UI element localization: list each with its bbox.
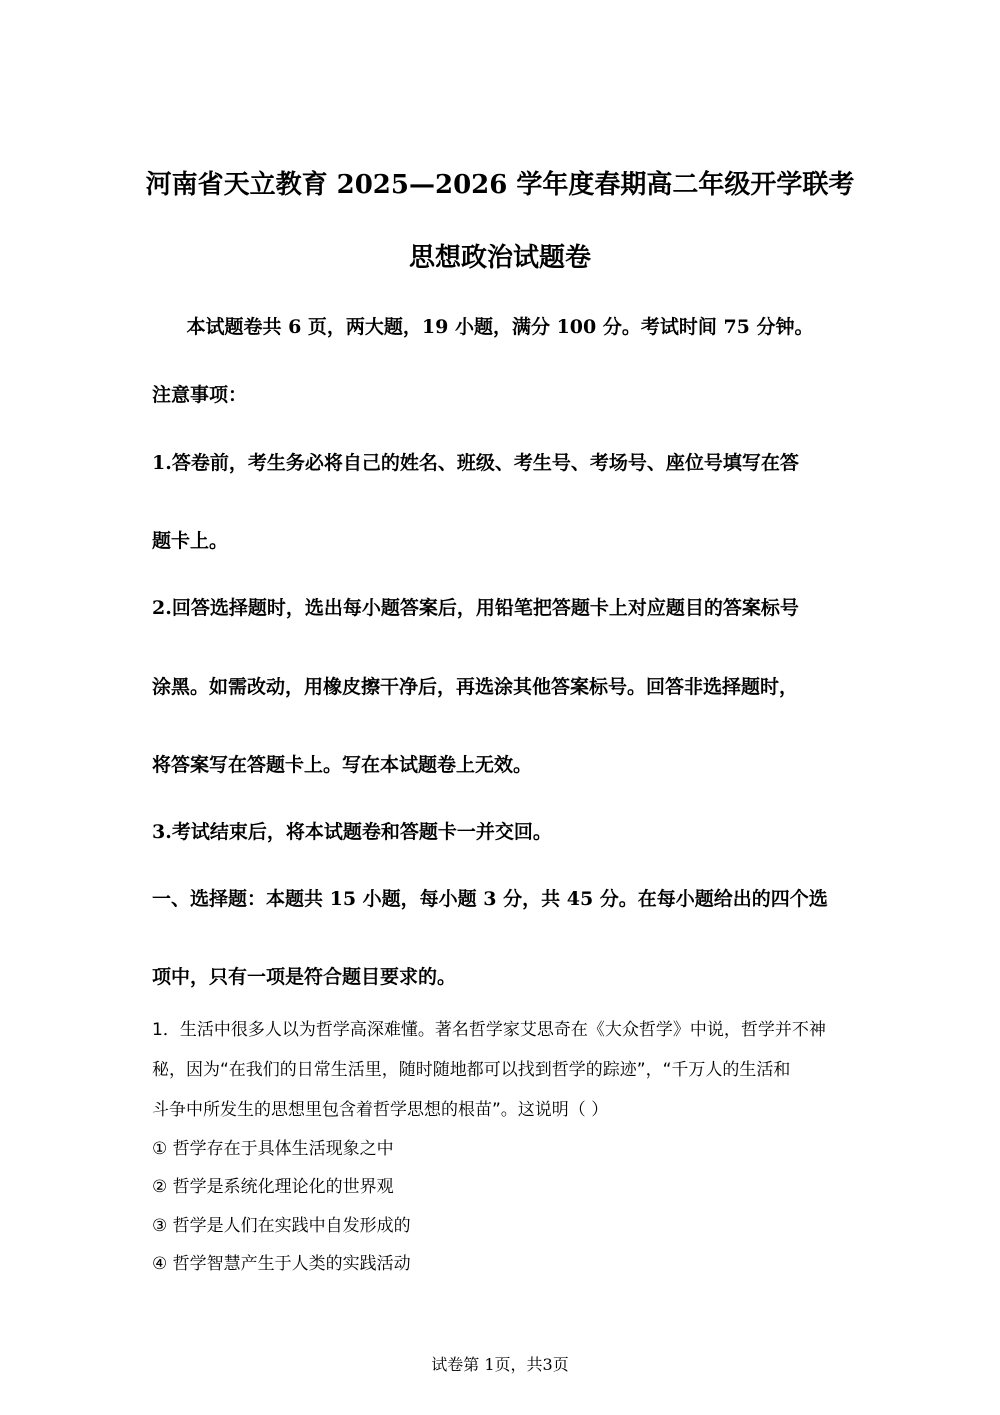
question-stem-line: 秘，因为“在我们的日常生活里，随时随地都可以找到哲学的踪迹”，“千万人的生活和 xyxy=(152,1060,791,1080)
note-line: 3.考试结束后，将本试题卷和答题卡一并交回。 xyxy=(152,821,552,843)
note-line: 2.回答选择题时，选出每小题答案后，用铅笔把答题卡上对应题目的答案标号 xyxy=(152,597,799,619)
page-footer: 试卷第 1页，共3页 xyxy=(431,1355,569,1374)
question-stem-line: 1．生活中很多人以为哲学高深难懂。著名哲学家艾思奇在《大众哲学》中说，哲学并不神 xyxy=(152,1020,826,1040)
note-line: 将答案写在答题卡上。写在本试题卷上无效。 xyxy=(152,754,533,776)
exam-subtitle: 思想政治试题卷 xyxy=(408,243,591,273)
exam-intro: 本试题卷共 6 页，两大题，19 小题，满分 100 分。考试时间 75 分钟。 xyxy=(186,316,814,338)
exam-title: 河南省天立教育 2025—2026 学年度春期高二年级开学联考 xyxy=(145,170,855,200)
note-line: 1.答卷前，考生务必将自己的姓名、班级、考生号、考场号、座位号填写在答 xyxy=(152,452,799,474)
question-option: ① 哲学存在于具体生活现象之中 xyxy=(152,1139,394,1159)
notes-heading: 注意事项： xyxy=(152,384,248,406)
question-stem-line: 斗争中所发生的思想里包含着哲学思想的根苗”。这说明（ ） xyxy=(152,1100,609,1120)
section-heading-continued: 项中，只有一项是符合题目要求的。 xyxy=(152,966,457,988)
section-heading: 一、选择题：本题共 15 小题，每小题 3 分，共 45 分。在每小题给出的四个选 xyxy=(152,888,828,910)
question-option: ③ 哲学是人们在实践中自发形成的 xyxy=(152,1216,411,1236)
question-option: ④ 哲学智慧产生于人类的实践活动 xyxy=(152,1254,411,1274)
note-line: 题卡上。 xyxy=(152,530,229,552)
note-line: 涂黑。如需改动，用橡皮擦干净后，再选涂其他答案标号。回答非选择题时， xyxy=(152,676,799,698)
question-option: ② 哲学是系统化理论化的世界观 xyxy=(152,1177,394,1197)
